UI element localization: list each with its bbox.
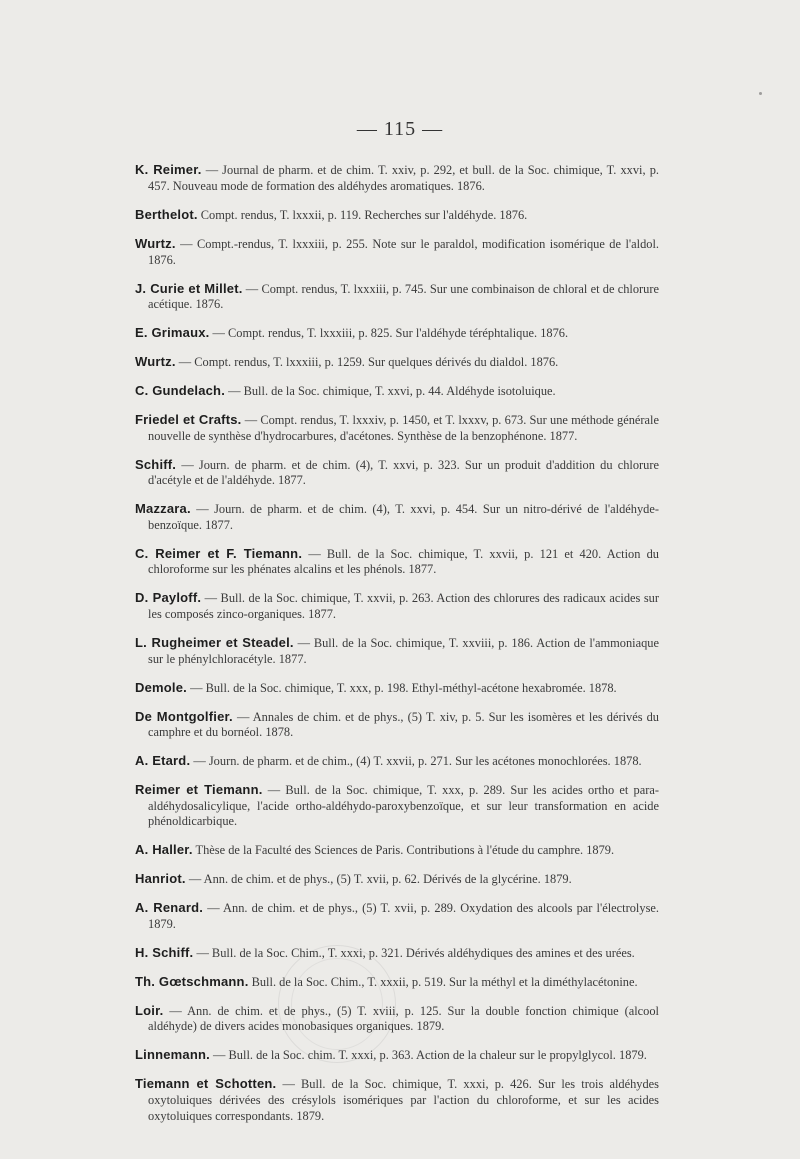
bibliography-entry — [135, 1047, 659, 1064]
bibliography-entry — [135, 782, 659, 830]
bibliography-entry — [135, 945, 659, 962]
bibliography-entry — [135, 871, 659, 888]
bibliography-entry — [135, 753, 659, 770]
bibliography-entry — [135, 354, 659, 371]
entry-text: — Compt. rendus, T. lxxxiv, p. 1450, et T. lxxxv, p. 673. Sur une méthode générale nouvelle de synthèse d'hydrocarbures, d'acétones. Synthèse de la benzophénone. 1877. — [148, 413, 659, 443]
entry-author: De Montgolfier. — [135, 708, 233, 724]
bibliography-entry — [135, 590, 659, 622]
bibliography-entry — [135, 383, 659, 400]
entry-text: — Bull. de la Soc. chimique, T. xxvii, p. 121 et 420. Action du chloroforme sur les phénates alcalins et les phénols. 1877. — [148, 546, 659, 577]
entry-author: D. Payloff. — [135, 590, 202, 606]
entry-author: A. Haller. — [135, 842, 193, 858]
bibliography-entry — [135, 501, 659, 533]
entry-text: — Ann. de chim. et de phys., (5) T. xvii, p. 289. Oxydation des alcools par l'électrolyse. 1879. — [148, 901, 659, 931]
entry-text: — Compt. rendus, T. lxxxiii, p. 1259. Sur quelques dérivés du dialdol. 1876. — [175, 355, 559, 370]
entry-author: Schiff. — [135, 456, 177, 472]
faded-library-stamp — [278, 945, 396, 1063]
entry-author: Linnemann. — [135, 1047, 210, 1063]
bibliography-entry — [135, 207, 659, 224]
entry-author: Th. Gœtschmann. — [135, 973, 249, 989]
entry-author: E. Grimaux. — [135, 325, 210, 341]
entry-text: — Ann. de chim. et de phys., (5) T. xvii, p. 62. Dérivés de la glycérine. 1879. — [185, 872, 572, 887]
entry-text: — Journ. de pharm. et de chim. (4), T. xxvi, p. 454. Sur un nitro-dérivé de l'aldéhyde-benzoïque. 1877. — [148, 502, 659, 532]
entry-text: — Annales de chim. et de phys., (5) T. xiv, p. 5. Sur les isomères et les dérivés du camphre et du bornéol. 1878. — [148, 709, 659, 740]
bibliography-entry — [135, 635, 659, 667]
entry-text: — Bull. de la Soc. Chim., T. xxxi, p. 321. Dérivés aldéhydiques des amines et des urées. — [193, 945, 635, 960]
entry-author: Wurtz. — [135, 354, 176, 370]
entry-text: — Compt. rendus, T. lxxxiii, p. 825. Sur l'aldéhyde téréphtalique. 1876. — [209, 326, 569, 341]
bibliography-entry — [135, 1003, 659, 1035]
entry-author: K. Reimer. — [135, 162, 202, 178]
entry-text: Bull. de la Soc. Chim., T. xxxii, p. 519. Sur la méthyl et la diméthylacétonine. — [248, 974, 638, 989]
entry-text: — Bull. de la Soc. chimique, T. xxvii, p. 263. Action des chlorures des radicaux acides sur les composés zinco-organiques. 1877. — [148, 591, 659, 621]
entry-text: Thèse de la Faculté des Sciences de Paris. Contributions à l'étude du camphre. 1879. — [192, 843, 615, 858]
bibliography-entry — [135, 325, 659, 342]
bibliography-entry — [135, 546, 659, 578]
entry-author: Hanriot. — [135, 871, 186, 887]
bibliography-entry — [135, 412, 659, 444]
entry-text: — Journal de pharm. et de chim. T. xxiv, p. 292, et bull. de la Soc. chimique, T. xxvi, p. 457. Nouveau mode de formation des aldéhydes aromatiques. 1876. — [148, 163, 659, 193]
bibliography-entry — [135, 842, 659, 859]
entry-text: — Bull. de la Soc. chimique, T. xxvi, p. 44. Aldéhyde isotoluique. — [225, 384, 556, 399]
bibliography-entry — [135, 974, 659, 991]
entry-text: — Journ. de pharm. et de chim., (4) T. xxvii, p. 271. Sur les acétones monochlorées. 1878. — [190, 754, 642, 769]
bibliography-list — [135, 150, 659, 1130]
entry-text: — Bull. de la Soc. chim. T. xxxi, p. 363. Action de la chaleur sur le propylglycol. 1879. — [209, 1048, 647, 1063]
bibliography-entry — [135, 457, 659, 489]
bibliography-entry — [135, 236, 659, 268]
entry-author: A. Etard. — [135, 753, 191, 769]
entry-author: Wurtz. — [135, 235, 176, 251]
entry-author: J. Curie et Millet. — [135, 280, 243, 296]
bibliography-entry — [135, 281, 659, 313]
entry-author: Berthelot. — [135, 206, 198, 222]
bibliography-entry — [135, 1076, 659, 1124]
paper-speck — [759, 92, 762, 95]
entry-text: — Compt.-rendus, T. lxxxiii, p. 255. Note sur le paraldol, modification isomérique de l'aldol. 1876. — [148, 236, 659, 267]
entry-author: Loir. — [135, 1002, 164, 1018]
entry-text: — Bull. de la Soc. chimique, T. xxviii, p. 186. Action de l'ammoniaque sur le phénylchloracétyle. 1877. — [148, 635, 659, 666]
entry-text: Compt. rendus, T. lxxxii, p. 119. Recherches sur l'aldéhyde. 1876. — [197, 207, 528, 222]
bibliography-entry — [135, 680, 659, 697]
entry-text: — Bull. de la Soc. chimique, T. xxx, p. 198. Ethyl-méthyl-acétone hexabromée. 1878. — [186, 680, 617, 695]
entry-author: C. Reimer et F. Tiemann. — [135, 545, 303, 561]
entry-author: Demole. — [135, 679, 187, 695]
bibliography-entry — [135, 900, 659, 932]
entry-text: — Bull. de la Soc. chimique, T. xxx, p. 289. Sur les acides ortho et para-aldéhydosalicylique, l'acide ortho-aldéhydo-paroxybenzoïque, et sur leur transformation en acide phénoldicarbique. — [148, 783, 659, 829]
entry-author: Tiemann et Schotten. — [135, 1076, 277, 1092]
entry-author: L. Rugheimer et Steadel. — [135, 634, 294, 650]
entry-author: Mazzara. — [135, 501, 191, 517]
bibliography-entry — [135, 709, 659, 741]
entry-text: — Compt. rendus, T. lxxxiii, p. 745. Sur une combinaison de chloral et de chlorure acétique. 1876. — [148, 281, 659, 312]
entry-author: H. Schiff. — [135, 944, 194, 960]
entry-author: Friedel et Crafts. — [135, 412, 242, 428]
entry-text: — Ann. de chim. et de phys., (5) T. xviii, p. 125. Sur la double fonction chimique (alcool aldéhyde) de divers acides monobasiques organiques. 1879. — [148, 1003, 659, 1034]
entry-text: — Journ. de pharm. et de chim. (4), T. xxvi, p. 323. Sur un produit d'addition du chlorure d'acétyle et de l'aldéhyde. 1877. — [148, 457, 659, 488]
bibliography-entry — [135, 162, 659, 194]
entry-author: C. Gundelach. — [135, 383, 226, 399]
entry-author: A. Renard. — [135, 900, 204, 916]
entry-author: Reimer et Tiemann. — [135, 782, 263, 798]
entry-text: — Bull. de la Soc. chimique, T. xxxi, p. 426. Sur les trois aldéhydes oxytoluiques dérivées des crésylols isomériques par l'action du chloroforme, et sur les acides oxytoluiques correspondants. 1879. — [148, 1077, 659, 1123]
page-number: — 115 — — [356, 118, 444, 140]
